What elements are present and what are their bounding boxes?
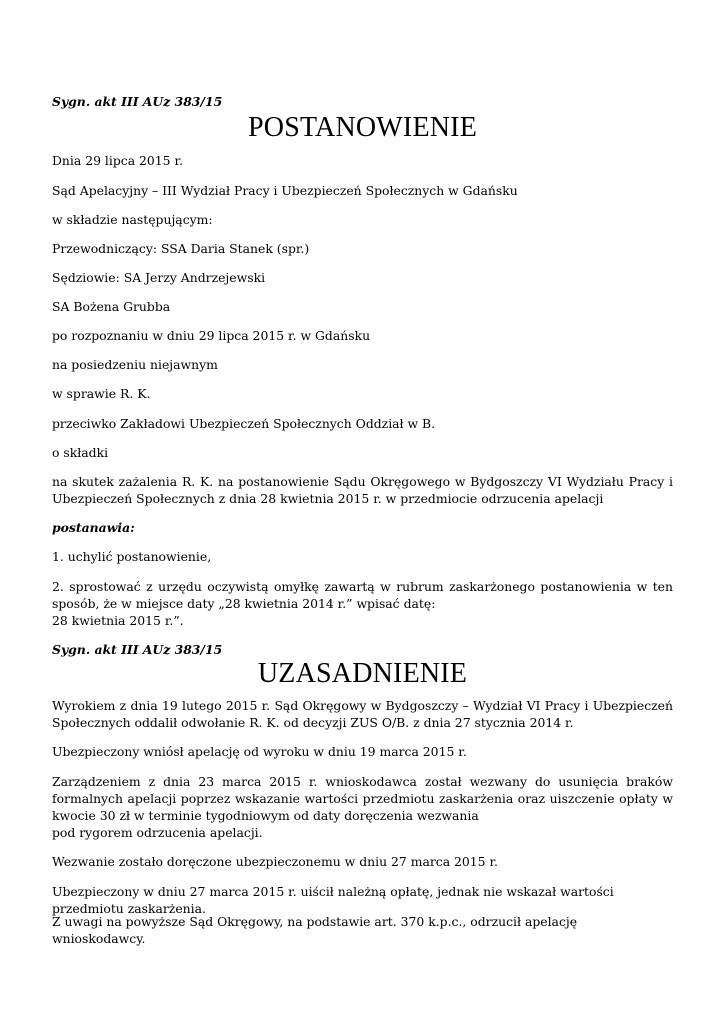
- ruling-point-2-text: 2. sprostować z urzędu oczywistą omyłkę zawartą w rubrum zaskarżonego postanowienia w ten sposób, że w miejsce daty „28 kwietnia 2014 r.” wpisać datę:: [52, 579, 673, 611]
- justification-paragraph-1: Wyrokiem z dnia 19 lutego 2015 r. Sąd Okręgowy w Bydgoszczy – Wydział VI Pracy i Ubezpieczeń Społecznych oddalił odwołanie R. K. od decyzji ZUS O/B. z dnia 27 stycznia 2014 r.: [52, 698, 673, 730]
- judges-line-1: Sędziowie: SA Jerzy Andrzejewski: [52, 270, 266, 285]
- decides-heading: postanawia:: [52, 520, 135, 535]
- judges-line-2: SA Bożena Grubba: [52, 299, 171, 314]
- justification-paragraph-4: Wezwanie zostało doręczone ubezpieczonemu w dniu 27 marca 2015 r.: [52, 854, 498, 869]
- justification-title: UZASADNIENIE: [257, 658, 468, 689]
- presiding-judge: Przewodniczący: SSA Daria Stanek (spr.): [52, 241, 310, 256]
- appeal-paragraph: na skutek zażalenia R. K. na postanowienie Sądu Okręgowego w Bydgoszczy VI Wydziału Pracy i Ubezpieczeń Społecznych z dnia 28 kwietnia 2015 r. w przedmiocie odrzucenia apelacji: [52, 474, 673, 506]
- justification-paragraph-3: [52, 773, 673, 841]
- justification-paragraph-5: Ubezpieczony w dniu 27 marca 2015 r. uiścił należną opłatę, jednak nie wskazał wartości przedmiotu zaskarżenia.: [52, 884, 614, 916]
- ruling-point-2-date: 28 kwietnia 2015 r.”.: [52, 613, 184, 628]
- justification-paragraph-3-text: Zarządzeniem z dnia 23 marca 2015 r. wnioskodawca został wezwany do usunięcia braków formalnych apelacji poprzez wskazanie wartości przedmiotu zaskarżenia oraz uiszczenie opłaty w kwocie 30 zł w terminie tygodniowym od daty doręczenia wezwania: [52, 774, 673, 823]
- case-party: w sprawie R. K.: [52, 386, 151, 401]
- justification-paragraph-6: Z uwagi na powyższe Sąd Okręgowy, na podstawie art. 370 k.p.c., odrzucił apelację wnioskodawcy.: [52, 914, 578, 946]
- hearing-line: po rozpoznaniu w dniu 29 lipca 2015 r. w Gdańsku: [52, 328, 371, 343]
- opposing-party: przeciwko Zakładowi Ubezpieczeń Społecznych Oddział w B.: [52, 416, 436, 431]
- justification-signature: Sygn. akt III AUz 383/15: [52, 642, 223, 657]
- decision-title: POSTANOWIENIE: [248, 112, 477, 143]
- session-line: na posiedzeniu niejawnym: [52, 357, 218, 372]
- justification-paragraph-2: Ubezpieczony wniósł apelację od wyroku w dniu 19 marca 2015 r.: [52, 744, 467, 759]
- justification-paragraph-3-end: pod rygorem odrzucenia apelacji.: [52, 825, 263, 840]
- ruling-point-2: [52, 578, 673, 629]
- case-signature: Sygn. akt III AUz 383/15: [52, 94, 223, 109]
- composition-intro: w składzie następującym:: [52, 212, 213, 227]
- court-name: Sąd Apelacyjny – III Wydział Pracy i Ubezpieczeń Społecznych w Gdańsku: [52, 183, 518, 198]
- case-subject: o składki: [52, 445, 109, 460]
- ruling-point-1: 1. uchylić postanowienie,: [52, 549, 212, 564]
- decision-date: Dnia 29 lipca 2015 r.: [52, 153, 184, 168]
